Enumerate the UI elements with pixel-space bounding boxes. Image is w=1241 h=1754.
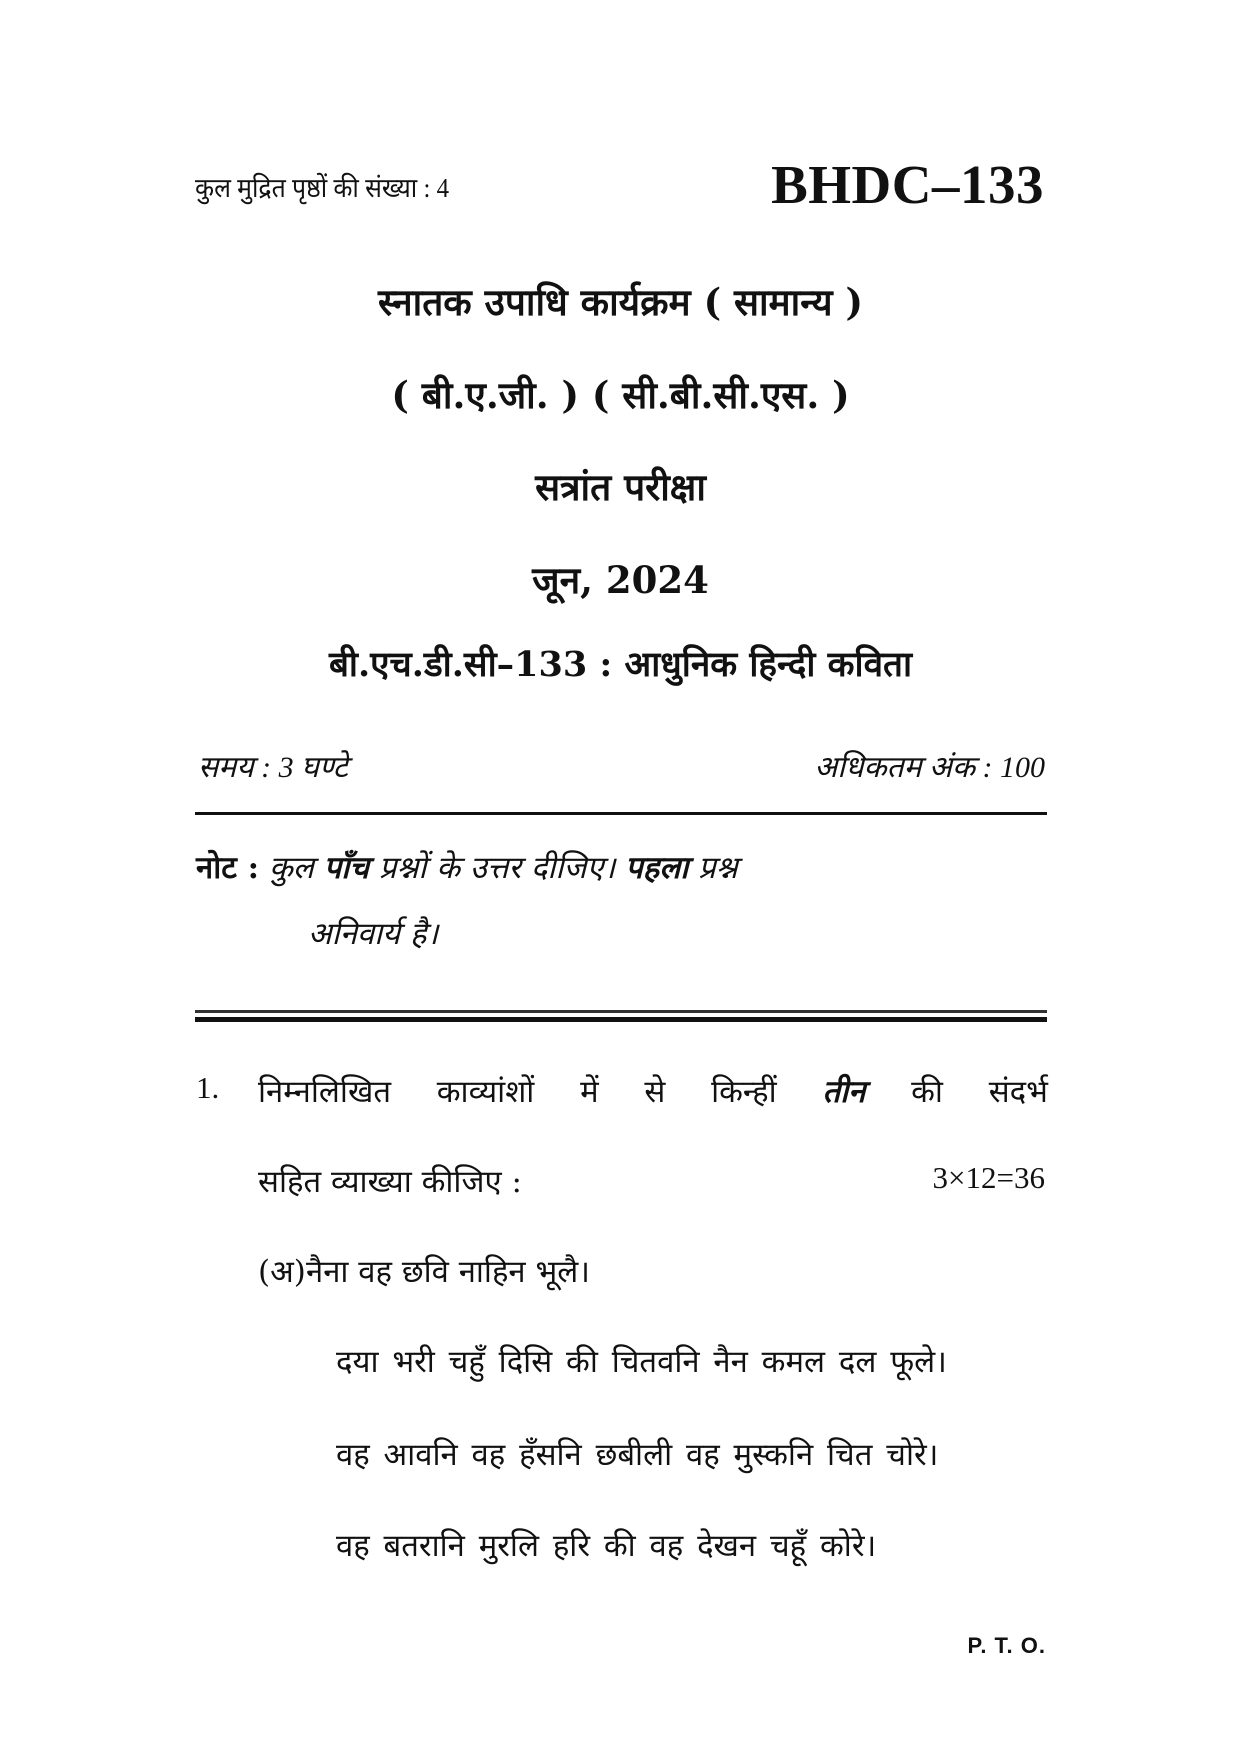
question-emphasis-three: तीन [822,1074,866,1110]
verse-line: दया भरी चहुँ दिसि की चितवनि नैन कमल दल फूले। [336,1344,947,1380]
verse-line: वह बतरानि मुरलि हरि की वह देखन चहूँ कोरे। [336,1528,877,1564]
question-word: से [644,1074,666,1110]
verse-line: नैना वह छवि नाहिन भूलै। [306,1254,591,1290]
maximum-marks: अधिकतम अंक : 100 [814,751,1045,784]
note-continuation: अनिवार्य है। [308,916,439,952]
please-turn-over: P. T. O. [967,1633,1046,1658]
exam-type-title: सत्रांत परीक्षा [535,465,706,509]
note-text: प्रश्न [688,850,738,886]
instructions-note [196,830,1048,906]
question-word: में [580,1074,599,1110]
question-prompt-line2: सहित व्याख्या कीजिए : [258,1164,522,1200]
header-divider [195,812,1047,815]
note-label: नोट : [196,850,260,886]
note-text: प्रश्नों के उत्तर दीजिए। [368,850,626,886]
note-text: कुल [259,850,324,886]
printed-pages-count: कुल मुद्रित पृष्ठों की संख्या : 4 [195,173,449,203]
programme-title: स्नातक उपाधि कार्यक्रम ( सामान्य ) [377,280,864,324]
time-allowed: समय : 3 घण्टे [198,751,348,784]
session-title: जून, 2024 [532,558,709,602]
double-divider-thin [195,1010,1047,1013]
question-word: निम्नलिखित [258,1074,391,1110]
question-word: संदर्भ [988,1074,1048,1110]
part-label: (अ) [258,1254,306,1290]
course-title: बी.एच.डी.सी–133 : आधुनिक हिन्दी कविता [328,644,913,685]
note-emphasis-first: पहला [625,850,689,886]
question-word: किन्हीं [711,1074,777,1110]
note-emphasis-five: पाँच [323,850,369,886]
question-word: काव्यांशों [436,1074,535,1110]
question-word: की [911,1074,943,1110]
question-prompt-line1 [258,1070,1048,1112]
degree-title: ( बी.ए.जी. ) ( सी.बी.सी.एस. ) [391,373,850,417]
question-number: 1. [196,1070,220,1105]
question-marks: 3×12=36 [932,1160,1045,1195]
verse-line: वह आवनि वह हँसनि छबीली वह मुस्कनि चित चोरे। [336,1437,939,1473]
paper-code: BHDC–133 [771,154,1044,215]
double-divider-thick [195,1017,1047,1022]
